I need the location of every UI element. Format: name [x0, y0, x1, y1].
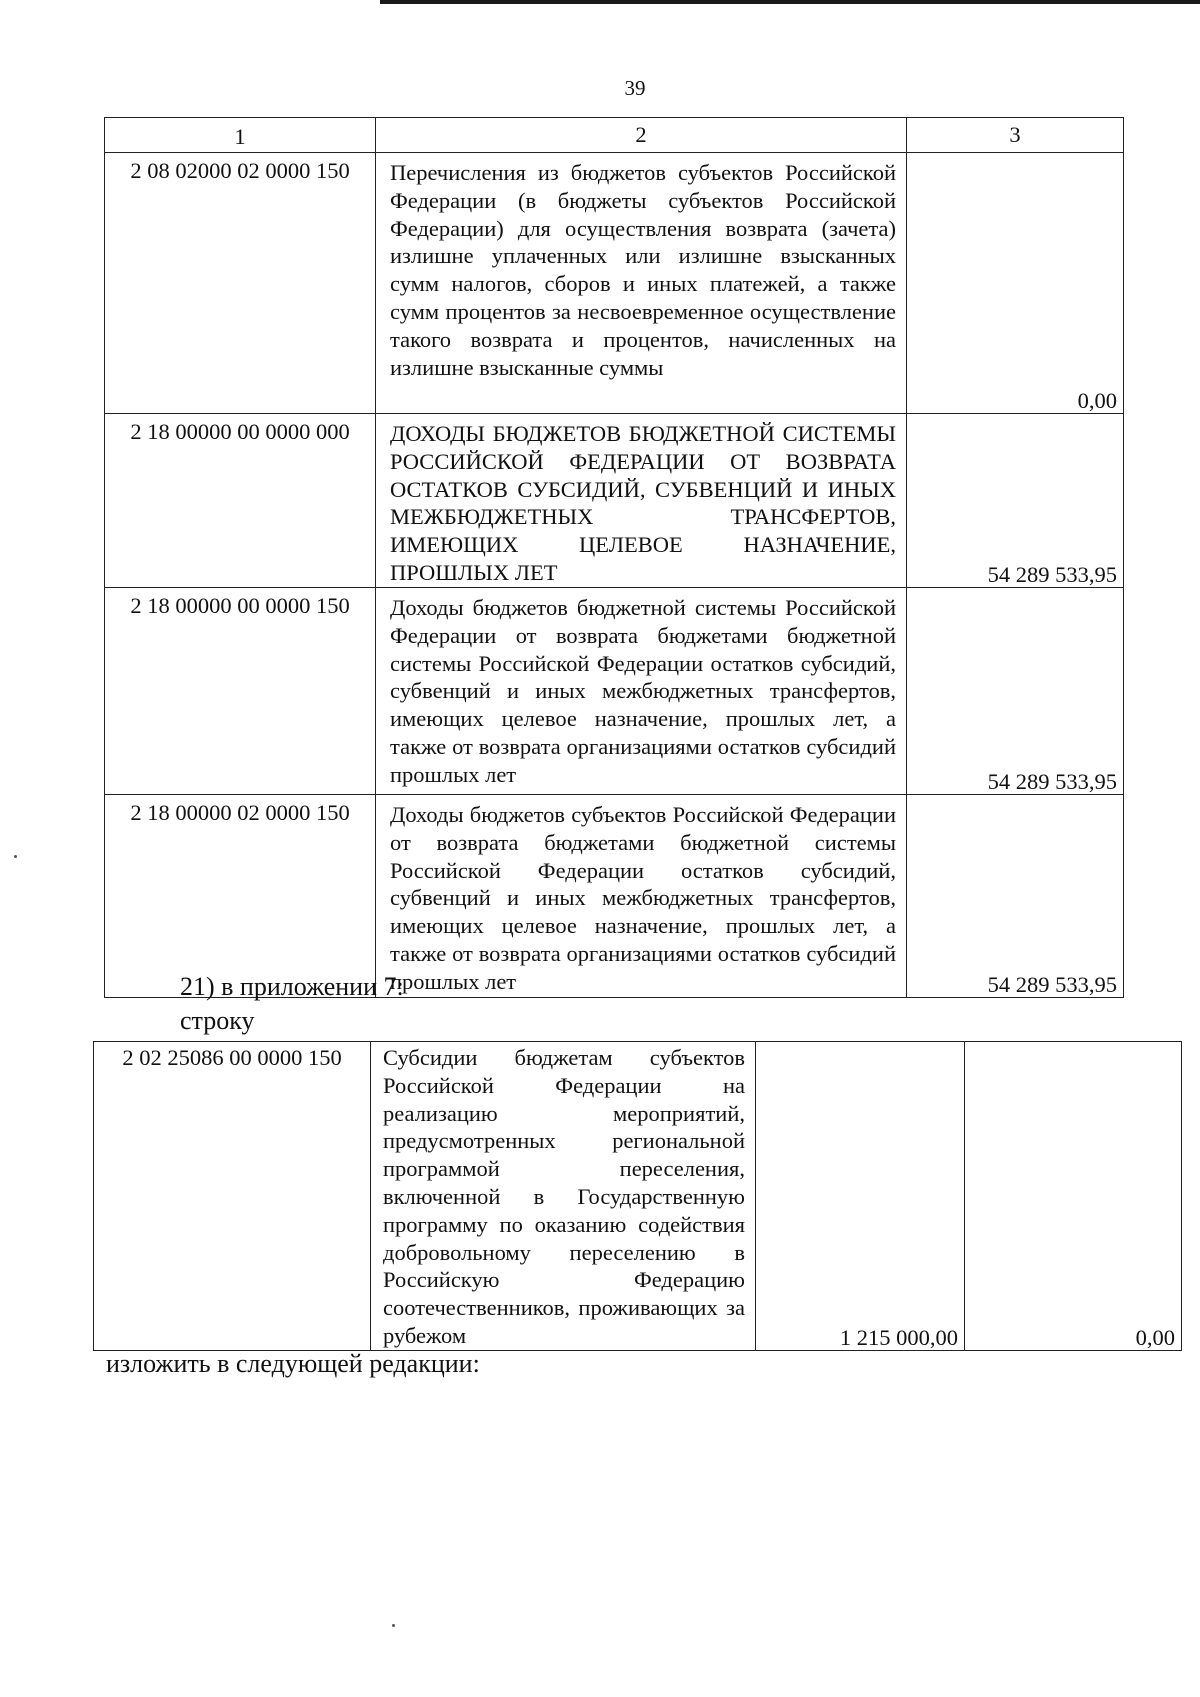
row-amount: 54 289 533,95 — [907, 795, 1124, 998]
row-code: 2 02 25086 00 0000 150 — [94, 1042, 371, 1351]
row-description: Субсидии бюджетам субъектов Российской Федерации на реализацию мероприятий, предусмотренных региональной программой переселения, включенной в Государственную программу по оказанию содействия добровольному переселению в Российскую Федерацию соотечественников, проживающих за рубежом — [371, 1042, 756, 1351]
row-amount: 54 289 533,95 — [907, 588, 1124, 795]
header-col-1: 1 — [105, 118, 376, 153]
scan-speck — [392, 1624, 395, 1627]
row-amount: 0,00 — [907, 153, 1124, 414]
row-description: Доходы бюджетов субъектов Российской Федерации от возврата бюджетами бюджетной системы Российской Федерации остатков субсидий, субвенций и иных межбюджетных трансфертов, имеющих целевое назначение, прошлых лет, а также от возврата организациями остатков субсидий прошлых лет — [376, 795, 907, 998]
row-code: 2 18 00000 02 0000 150 — [105, 795, 376, 998]
section-heading: 21) в приложении 7: — [180, 972, 404, 1001]
row-code: 2 18 00000 00 0000 000 — [105, 414, 376, 588]
revenue-table — [104, 117, 1124, 998]
row-description: Доходы бюджетов бюджетной системы Российской Федерации от возврата бюджетами бюджетной системы Российской Федерации остатков субсидий, субвенций и иных межбюджетных трансфертов, имеющих целевое назначение, прошлых лет, а также от возврата организациями остатков субсидий прошлых лет — [376, 588, 907, 795]
row-code: 2 08 02000 02 0000 150 — [105, 153, 376, 414]
scan-edge-line — [380, 0, 1200, 4]
row-description: Перечисления из бюджетов субъектов Российской Федерации (в бюджеты субъектов Российской Федерации) для осуществления возврата (зачета) излишне уплаченных или излишне взысканных сумм налогов, сборов и иных платежей, а также сумм процентов за несвоевременное осуществление такого возврата и процентов, начисленных на излишне взысканные суммы — [376, 153, 907, 414]
table-row — [105, 795, 1124, 998]
header-col-3: 3 — [907, 118, 1124, 153]
appendix-table — [93, 1041, 1182, 1351]
header-col-2: 2 — [376, 118, 907, 153]
row-code: 2 18 00000 00 0000 150 — [105, 588, 376, 795]
section-subheading: строку — [180, 1006, 255, 1035]
row-amount-2: 0,00 — [965, 1042, 1182, 1351]
table-row — [105, 414, 1124, 588]
table-row — [105, 588, 1124, 795]
table-row — [94, 1042, 1182, 1351]
table-header-row — [105, 118, 1124, 153]
row-amount-1: 1 215 000,00 — [756, 1042, 965, 1351]
scan-speck — [14, 855, 17, 858]
row-amount: 54 289 533,95 — [907, 414, 1124, 588]
closing-text: изложить в следующей редакции: — [106, 1349, 480, 1378]
table-row — [105, 153, 1124, 414]
page-number: 39 — [624, 76, 646, 100]
row-description: ДОХОДЫ БЮДЖЕТОВ БЮДЖЕТНОЙ СИСТЕМЫ РОССИЙСКОЙ ФЕДЕРАЦИИ ОТ ВОЗВРАТА ОСТАТКОВ СУБСИДИЙ, СУБВЕНЦИЙ И ИНЫХ МЕЖБЮДЖЕТНЫХ ТРАНСФЕРТОВ, ИМЕЮЩИХ ЦЕЛЕВОЕ НАЗНАЧЕНИЕ, ПРОШЛЫХ ЛЕТ — [376, 414, 907, 588]
